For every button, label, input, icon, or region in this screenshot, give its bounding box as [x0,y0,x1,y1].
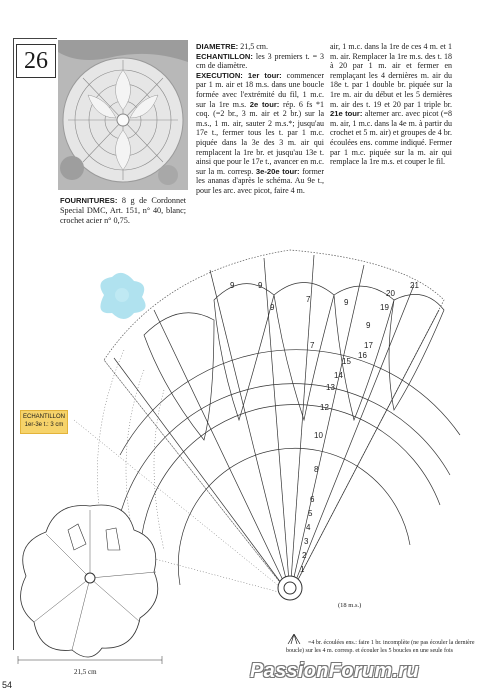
sample-box-value: 1er-3e t.: 3 cm [24,422,64,428]
watermark: PassionForum.ru [250,660,419,682]
row-label: 1 [300,565,305,574]
row-label: 10 [314,431,323,440]
legend-text [286,634,481,655]
instructions-column-1 [196,42,324,196]
row-label: 16 [358,351,367,360]
sample-box [20,410,68,434]
cluster-symbol-icon [286,634,308,648]
tour3-label: 3e-20e tour: [255,166,300,176]
row-label: 21 [410,281,419,290]
row-label: 8 [314,465,319,474]
execution-text: commencer par 1 m. air et 18 m.s. dans une boucle formée avec l'extrémité du fil, 1 m.c. sur la 1re m.s. [196,70,324,109]
row-label: 5 [308,509,313,518]
supplies-value: 8 g de Cordonnet Special DMC, Art. 151, n° 40, blanc; crochet acier n° 0,75. [60,196,186,225]
col2-text-a: air, 1 m.c. dans la 1re de ces 4 m. et 1 m. air. Remplacer la 1re m.s. des t. 18 à 20 par 1 m. air et fermer en remplaçant les 4 dernières m. air du 18e t. par 1 double br. piquée sur la 1re m. air du début et les 5 dernières m. air des t. 19 et 20 par 1 triple br. [330,42,452,109]
tour2-text: rép. 6 fs *1 coq. (=2 br., 3 m. air et 2 br.) sur la m.s., 1 m. air, sauter 2 m.s.*; jusqu'au 17e t., fermer tous les t. par 1 m.c. piquée dans la 3e des 3 m. air qui remplacent la 1re br. et jusqu'au 13e t. ainsi que pour le 17e t., avancer en m.c. sur la m. corresp. [196,99,325,176]
sample-label: ECHANTILLON: [196,51,253,61]
row-label: 14 [334,371,343,380]
row-label: 17 [364,341,373,350]
top-rule [13,38,57,39]
row-label: 9 [366,321,371,330]
diameter-value: 21,5 cm. [238,42,268,51]
row-label: 4 [306,523,311,532]
page-number: 54 [2,680,13,690]
col2-text-b: alterner arc. avec picot (=8 m. air, 1 m.c. dans la 4e m. à partir du crochet et 5 m. air) et groupes de 4 br. écoulées ens. comme indiqué. Fermer par 1 m.c. piquée sur la m. air qui remplace la 1re m.s. et couper le fil. [330,109,452,167]
row-label: 12 [320,403,329,412]
row-label: 3 [304,537,309,546]
tour21-label: 21e tour: [330,109,363,119]
row-label: 9 [230,281,235,290]
row-label: 9 [258,281,263,290]
doily-photo [58,40,188,190]
row-label: 7 [306,295,311,304]
execution-label: EXECUTION: 1er tour: [196,70,282,80]
supplies-label: FOURNITURES: [60,196,118,205]
supplies-text [60,196,186,225]
row-label: 13 [326,383,335,392]
row-label: 15 [342,357,351,366]
row-label: 20 [386,289,395,298]
row-label: 9 [270,303,275,312]
diameter-label: DIAMETRE: [196,42,239,51]
instructions-column-2 [330,42,452,167]
stitch-count-note: (18 m.s.) [338,602,362,609]
row-label: 9 [344,298,349,307]
doily-schematic [16,500,164,665]
row-label: 7 [310,341,315,350]
pattern-number: 26 [16,44,56,78]
tour3-text: former les ananas d'après le schéma. Au 9e t., pour les arc. avec picot, faire 4 m. [196,166,325,195]
tour2-label: 2e tour: [249,99,280,109]
row-label: 6 [310,495,315,504]
swatch-icon [100,273,145,319]
legend-value: =4 br. écoulées ens.: faire 1 br. incomplète (ne pas écouler la dernière boucle) sur les 4 m. corresp. et écouler les 5 boucles en une seule fois [286,640,475,654]
row-label: 2 [302,551,307,560]
row-label: 19 [380,303,389,312]
diameter-dimension: 21,5 cm [74,668,97,676]
sample-box-title: ECHANTILLON [22,414,65,420]
sample-value: les 3 premiers t. = 3 cm de diamètre. [196,51,324,71]
